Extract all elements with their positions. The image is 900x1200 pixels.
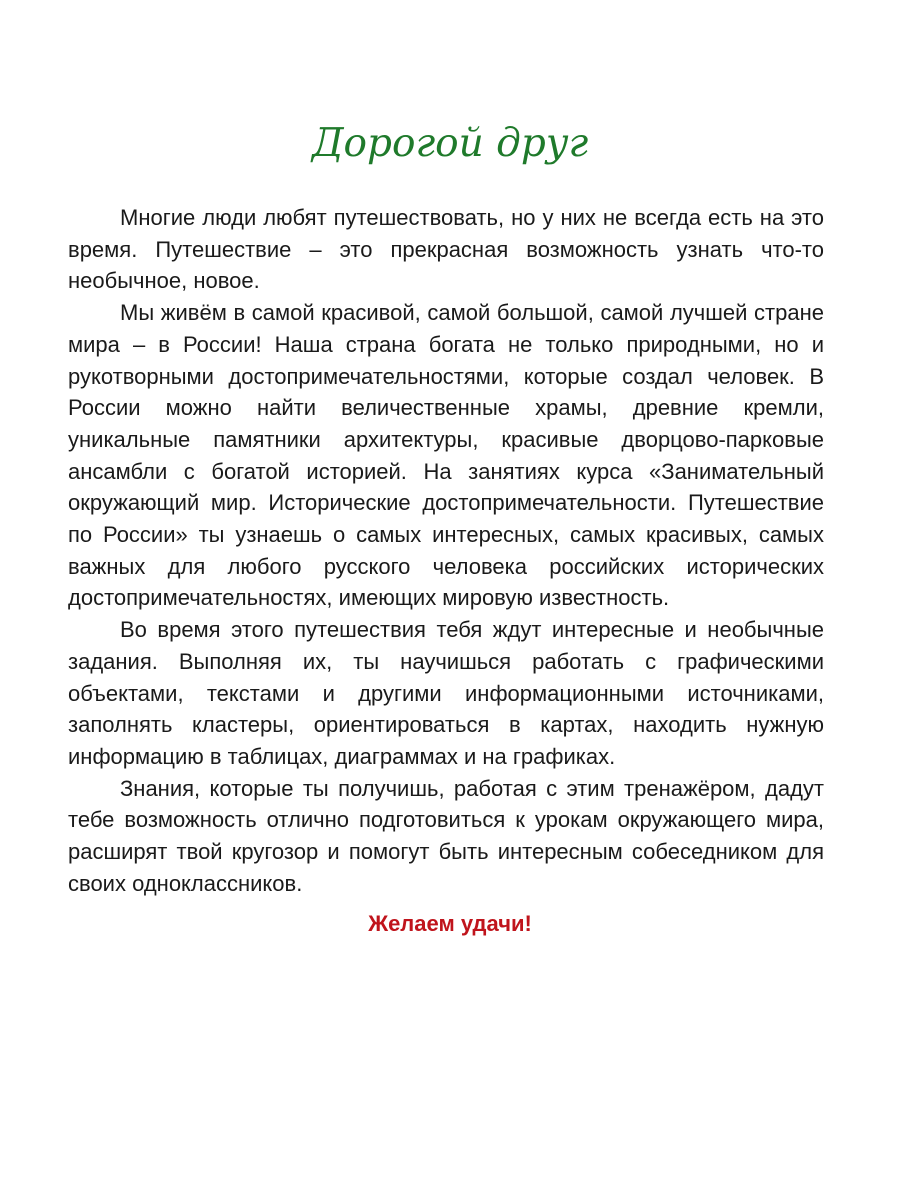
closing-wish: Желаем удачи! xyxy=(368,911,532,936)
paragraph-tasks: Во время этого путешествия тебя ждут интересные и необычные задания. Выполняя их, ты научишься работать с графическими объектами, текстами и другими информационными источниками, заполнять кластеры, ориентироваться в картах, находить нужную информацию в таблицах, диаграммах и на графиках. xyxy=(68,617,824,769)
letter-body xyxy=(68,202,824,899)
paragraph-knowledge: Знания, которые ты получишь, работая с этим тренажёром, дадут тебе возможность отлично подготовиться к урокам окружающего мира, расширят твой кругозор и помогут быть интересным собеседником для своих одноклассников. xyxy=(68,775,824,896)
paragraph-russia: Мы живём в самой красивой, самой большой, самой лучшей стране мира – в России! Наша страна богата не только природными, но и рукотворными достопримечательностями, которые создал человек. В России можно найти величественные храмы, древние кремли, уникальные памятники архитектуры, красивые дворцово-парковые ансамбли с богатой историей. На занятиях курса «Занимательный окружающий мир. Исторические достопримечательности. Путешествие по России» ты узнаешь о самых интересных, самых красивых, самых важных для любого русского человека российских исторических достопримечательностях, имеющих мировую известность. xyxy=(68,300,824,611)
paragraph-intro: Многие люди любят путешествовать, но у них не всегда есть на это время. Путешествие – это прекрасная возможность узнать что-то необычное, новое. xyxy=(68,205,824,294)
page-title: Дорогой друг xyxy=(311,121,589,166)
